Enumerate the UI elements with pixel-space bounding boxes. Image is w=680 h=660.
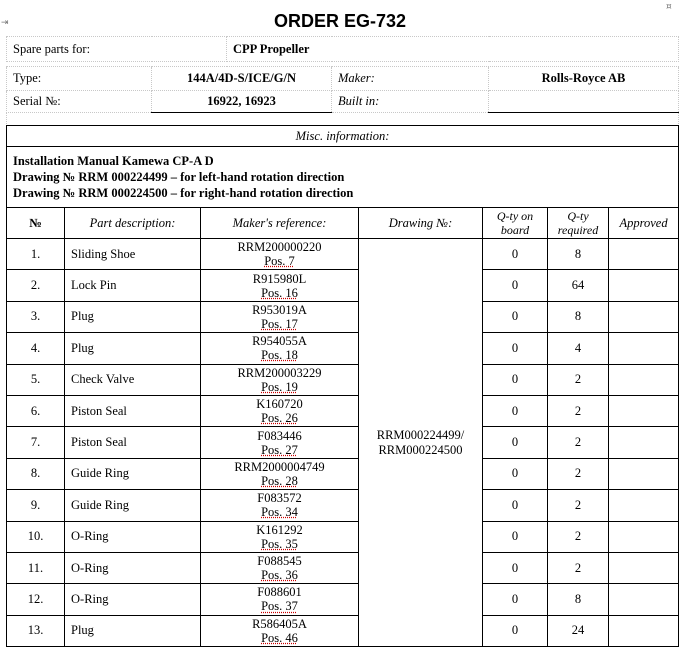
approved-cell <box>609 364 679 395</box>
misc-info-block <box>7 147 679 208</box>
row-number: 9. <box>7 490 65 521</box>
reference-code: F088601 <box>257 585 302 600</box>
row-number: 3. <box>7 301 65 332</box>
qty-required: 8 <box>548 239 609 270</box>
part-description: O-Ring <box>65 552 201 583</box>
approved-cell <box>609 490 679 521</box>
position-number: Pos. 28 <box>261 473 298 488</box>
approved-cell <box>609 552 679 583</box>
left-margin-marker-icon: ⇥ <box>1 18 9 28</box>
table-row <box>7 521 679 552</box>
row-number: 10. <box>7 521 65 552</box>
serial-value: 16922, 16923 <box>152 91 332 113</box>
maker-value: Rolls-Royce AB <box>489 67 679 91</box>
position-number: Pos. 19 <box>261 379 298 394</box>
qty-required: 2 <box>548 552 609 583</box>
reference-code: R915980L <box>252 271 307 286</box>
approved-cell <box>609 270 679 301</box>
row-number: 6. <box>7 395 65 426</box>
makers-reference <box>201 552 359 583</box>
column-header-qty-required: Q-ty required <box>548 208 609 239</box>
table-row <box>7 270 679 301</box>
column-header-number: № <box>7 208 65 239</box>
makers-reference <box>201 458 359 489</box>
position-number: Pos. 18 <box>261 348 298 363</box>
position-number: Pos. 36 <box>261 568 298 583</box>
type-label: Type: <box>7 67 152 91</box>
qty-on-board: 0 <box>483 364 548 395</box>
makers-reference <box>201 395 359 426</box>
part-description: Plug <box>65 333 201 364</box>
misc-line: Installation Manual Kamewa CP-A D <box>13 154 214 168</box>
table-row <box>7 458 679 489</box>
reference-code: R953019A <box>252 302 307 317</box>
makers-reference <box>201 521 359 552</box>
drawing-number: RRM000224499/ RRM000224500 <box>359 239 483 647</box>
reference-code: RRM200003229 <box>237 365 322 380</box>
approved-cell <box>609 333 679 364</box>
table-row <box>7 364 679 395</box>
makers-reference <box>201 364 359 395</box>
position-number: Pos. 17 <box>261 316 298 331</box>
table-row <box>7 584 679 615</box>
document-title: ORDER EG-732 <box>273 11 407 31</box>
row-number: 4. <box>7 333 65 364</box>
qty-required: 2 <box>548 395 609 426</box>
approved-cell <box>609 427 679 458</box>
position-number: Pos. 37 <box>261 599 298 614</box>
qty-required: 2 <box>548 364 609 395</box>
reference-code: F083446 <box>257 428 302 443</box>
row-number: 7. <box>7 427 65 458</box>
built-in-value <box>489 91 679 113</box>
qty-required: 2 <box>548 458 609 489</box>
approved-cell <box>609 615 679 646</box>
part-description: Plug <box>65 615 201 646</box>
column-header-makers-reference: Maker's reference: <box>201 208 359 239</box>
qty-required: 8 <box>548 301 609 332</box>
position-number: Pos. 46 <box>261 630 298 645</box>
approved-cell <box>609 239 679 270</box>
table-row <box>7 395 679 426</box>
part-description: Piston Seal <box>65 427 201 458</box>
qty-on-board: 0 <box>483 584 548 615</box>
reference-code: RRM200000220 <box>237 240 322 255</box>
part-description: O-Ring <box>65 521 201 552</box>
approved-cell <box>609 395 679 426</box>
maker-label: Maker: <box>332 67 489 91</box>
approved-cell <box>609 584 679 615</box>
reference-code: F088545 <box>257 554 302 569</box>
qty-on-board: 0 <box>483 615 548 646</box>
approved-cell <box>609 521 679 552</box>
reference-code: K160720 <box>256 397 303 412</box>
spare-parts-label: Spare parts for: <box>7 37 227 62</box>
row-number: 1. <box>7 239 65 270</box>
qty-on-board: 0 <box>483 395 548 426</box>
header-info-table <box>6 36 679 126</box>
makers-reference <box>201 615 359 646</box>
row-number: 2. <box>7 270 65 301</box>
misc-info-heading: Misc. information: <box>7 126 679 147</box>
column-header-description: Part description: <box>65 208 201 239</box>
qty-on-board: 0 <box>483 301 548 332</box>
parts-table <box>6 125 679 647</box>
misc-line: Drawing № RRM 000224500 – for right-hand rotation direction <box>13 186 354 200</box>
built-in-label: Built in: <box>332 91 489 113</box>
column-header-approved: Approved <box>609 208 679 239</box>
spare-parts-value: CPP Propeller <box>227 37 679 62</box>
qty-on-board: 0 <box>483 490 548 521</box>
part-description: O-Ring <box>65 584 201 615</box>
makers-reference <box>201 490 359 521</box>
qty-required: 2 <box>548 521 609 552</box>
qty-on-board: 0 <box>483 458 548 489</box>
table-row <box>7 239 679 270</box>
position-number: Pos. 16 <box>261 285 298 300</box>
type-value: 144A/4D-S/ICE/G/N <box>152 67 332 91</box>
column-header-qty-on-board: Q-ty on board <box>483 208 548 239</box>
part-description: Plug <box>65 301 201 332</box>
table-row <box>7 333 679 364</box>
makers-reference <box>201 301 359 332</box>
reference-code: R954055A <box>252 334 307 349</box>
reference-code: K161292 <box>256 522 303 537</box>
serial-label: Serial №: <box>7 91 152 113</box>
qty-required: 2 <box>548 490 609 521</box>
part-description: Sliding Shoe <box>65 239 201 270</box>
qty-required: 8 <box>548 584 609 615</box>
makers-reference <box>201 584 359 615</box>
position-number: Pos. 35 <box>261 536 298 551</box>
table-row <box>7 615 679 646</box>
qty-required: 2 <box>548 427 609 458</box>
qty-on-board: 0 <box>483 333 548 364</box>
table-row <box>7 301 679 332</box>
row-number: 8. <box>7 458 65 489</box>
paragraph-mark-icon: ¤ <box>666 2 672 12</box>
table-row <box>7 552 679 583</box>
reference-code: R586405A <box>252 616 307 631</box>
row-number: 13. <box>7 615 65 646</box>
row-number: 5. <box>7 364 65 395</box>
reference-code: F083572 <box>257 491 302 506</box>
qty-on-board: 0 <box>483 270 548 301</box>
part-description: Piston Seal <box>65 395 201 426</box>
table-row <box>7 427 679 458</box>
row-number: 12. <box>7 584 65 615</box>
position-number: Pos. 34 <box>261 505 298 520</box>
approved-cell <box>609 458 679 489</box>
part-description: Check Valve <box>65 364 201 395</box>
reference-code: RRM2000004749 <box>234 459 325 474</box>
part-description: Lock Pin <box>65 270 201 301</box>
makers-reference <box>201 333 359 364</box>
qty-required: 24 <box>548 615 609 646</box>
part-description: Guide Ring <box>65 490 201 521</box>
qty-required: 64 <box>548 270 609 301</box>
position-number: Pos. 26 <box>261 411 298 426</box>
row-number: 11. <box>7 552 65 583</box>
qty-on-board: 0 <box>483 521 548 552</box>
misc-line: Drawing № RRM 000224499 – for left-hand rotation direction <box>13 170 345 184</box>
approved-cell <box>609 301 679 332</box>
position-number: Pos. 7 <box>264 254 295 269</box>
position-number: Pos. 27 <box>261 442 298 457</box>
makers-reference <box>201 270 359 301</box>
qty-required: 4 <box>548 333 609 364</box>
makers-reference <box>201 239 359 270</box>
table-row <box>7 490 679 521</box>
qty-on-board: 0 <box>483 427 548 458</box>
qty-on-board: 0 <box>483 239 548 270</box>
part-description: Guide Ring <box>65 458 201 489</box>
makers-reference <box>201 427 359 458</box>
qty-on-board: 0 <box>483 552 548 583</box>
column-header-drawing: Drawing №: <box>359 208 483 239</box>
